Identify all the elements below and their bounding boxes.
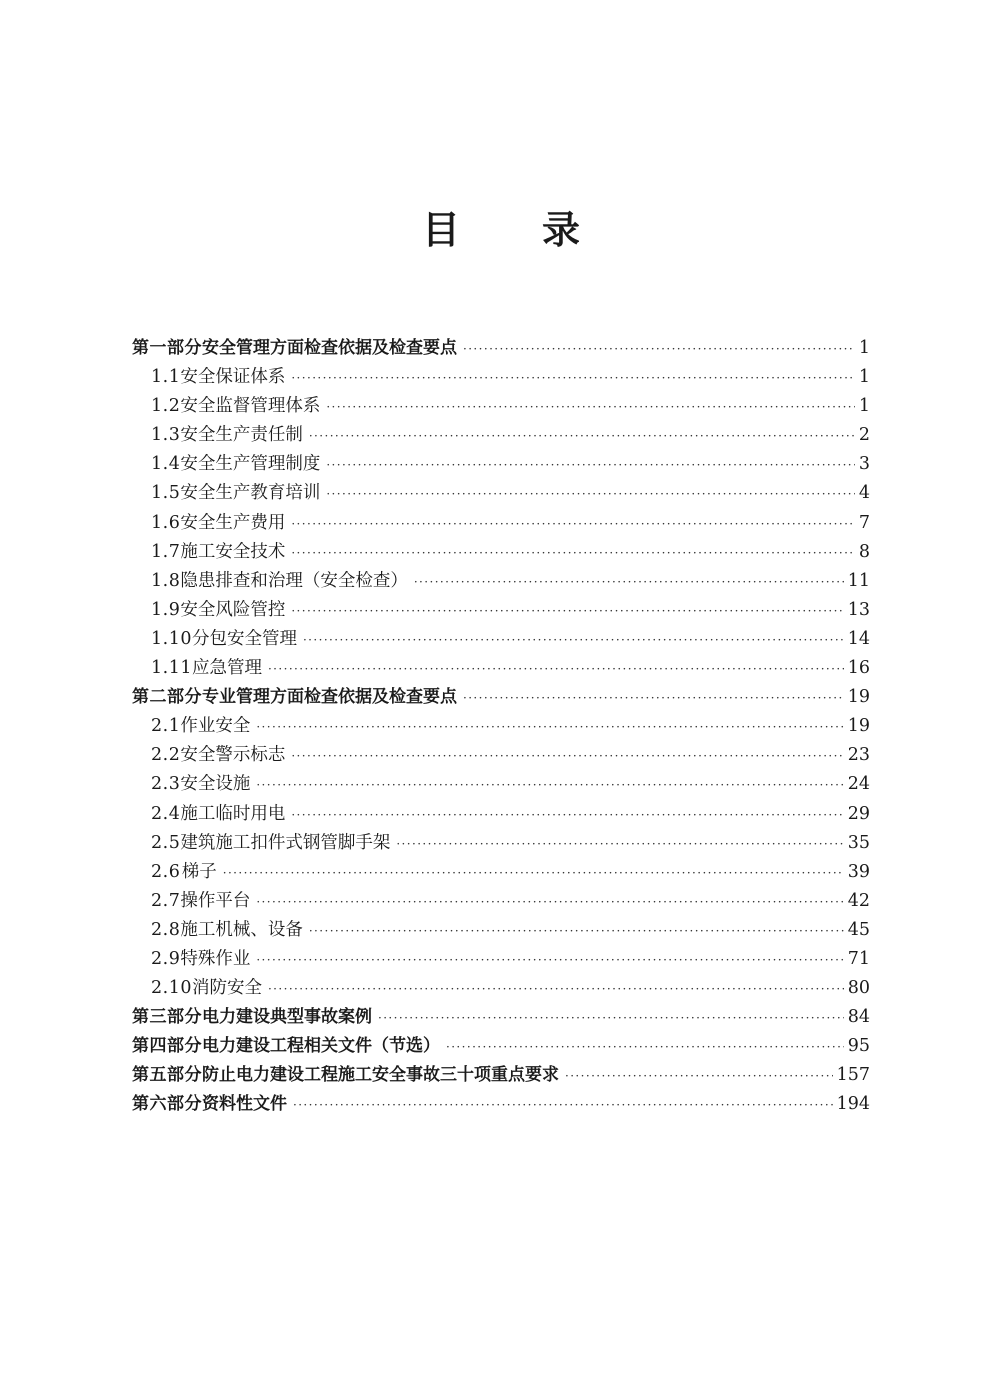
toc-part-entry[interactable] (132, 1090, 870, 1119)
toc-page-number: 95 (847, 1036, 870, 1057)
toc-dot-leader (256, 713, 843, 742)
toc-section-entry[interactable] (132, 770, 870, 799)
toc-section-entry[interactable] (132, 887, 870, 916)
toc-dot-leader (378, 1004, 844, 1033)
toc-entry-number: 1.7 (151, 541, 181, 562)
toc-entry-title: 安全警示标志 (180, 745, 286, 766)
toc-entry-number: 1.11 (151, 658, 192, 679)
toc-entry-number: 1.9 (151, 599, 181, 620)
toc-section-entry[interactable] (132, 741, 870, 770)
toc-entry-title: 建筑施工扣件式钢管脚手架 (180, 832, 391, 853)
toc-dot-leader (326, 393, 855, 422)
toc-page-number: 1 (858, 338, 870, 358)
toc-entry-title: 应急管理 (191, 658, 262, 679)
toc-section-entry[interactable] (132, 858, 870, 887)
toc-dot-leader (326, 480, 855, 509)
toc-page-number: 4 (858, 483, 870, 504)
toc-dot-leader (293, 1091, 833, 1120)
toc-entry-number: 2.8 (151, 919, 181, 940)
toc-entry-title: 施工临时用电 (180, 803, 286, 824)
title-char-2: 录 (542, 208, 581, 252)
toc-page-number: 39 (847, 861, 870, 882)
toc-dot-leader (396, 830, 843, 859)
toc-section-entry[interactable] (132, 392, 870, 421)
toc-section-entry[interactable] (132, 974, 870, 1003)
toc-dot-leader (291, 597, 843, 626)
toc-section-entry[interactable] (132, 479, 870, 508)
toc-dot-leader (303, 626, 844, 655)
toc-entry-title: 特殊作业 (180, 948, 251, 969)
toc-page-number: 71 (847, 948, 870, 969)
toc-page-number: 1 (858, 367, 870, 388)
toc-entry-title: 作业安全 (180, 716, 251, 737)
toc-section-entry[interactable] (132, 421, 870, 450)
toc-entry-title: 安全生产教育培训 (180, 483, 321, 504)
toc-section-entry[interactable] (132, 509, 870, 538)
title-char-1: 目 (421, 208, 460, 252)
toc-dot-leader (256, 771, 843, 800)
toc-section-entry[interactable] (132, 596, 870, 625)
toc-dot-leader (414, 568, 844, 597)
toc-dot-leader (291, 742, 843, 771)
toc-page-number: 13 (847, 599, 870, 620)
toc-section-entry[interactable] (132, 916, 870, 945)
toc-dot-leader (256, 888, 843, 917)
toc-part-entry[interactable] (132, 683, 870, 712)
toc-section-entry[interactable] (132, 712, 870, 741)
toc-dot-leader (223, 859, 844, 888)
toc-entry-title: 安全生产管理制度 (180, 454, 321, 475)
toc-page-number: 24 (847, 774, 870, 795)
toc-entry-number: 1.10 (151, 628, 192, 649)
toc-page-number: 45 (847, 919, 870, 940)
toc-dot-leader (446, 1033, 844, 1062)
toc-entry-number: 1.3 (151, 425, 181, 446)
toc-entry-number: 2.9 (151, 948, 181, 969)
toc-page-number: 29 (847, 803, 870, 824)
toc-section-entry[interactable] (132, 829, 870, 858)
toc-entry-title: 电力建设典型事故案例 (202, 1007, 372, 1028)
toc-entry-title: 分包安全管理 (191, 628, 297, 649)
toc-entry-title: 安全管理方面检查依据及检查要点 (202, 338, 457, 358)
toc-page-number: 14 (847, 628, 870, 649)
toc-dot-leader (291, 510, 855, 539)
toc-part-entry[interactable] (132, 334, 870, 363)
toc-entry-number: 2.5 (151, 832, 181, 853)
toc-dot-leader (268, 975, 844, 1004)
toc-page-number: 19 (847, 687, 870, 708)
toc-part-entry[interactable] (132, 1032, 870, 1061)
toc-page-number: 157 (836, 1065, 870, 1086)
toc-entry-title: 梯子 (181, 861, 217, 882)
toc-entry-number: 第一部分 (132, 338, 202, 358)
toc-entry-number: 第三部分 (132, 1007, 202, 1028)
toc-entry-number: 第五部分 (132, 1065, 202, 1086)
toc-dot-leader (268, 655, 844, 684)
toc-dot-leader (291, 801, 843, 830)
toc-page-number: 194 (836, 1094, 870, 1115)
toc-entry-title: 消防安全 (191, 978, 262, 999)
toc-entry-title: 安全监督管理体系 (180, 396, 321, 417)
toc-part-entry[interactable] (132, 1003, 870, 1032)
toc-entry-number: 2.7 (151, 890, 181, 911)
toc-page-number: 23 (847, 745, 870, 766)
toc-section-entry[interactable] (132, 625, 870, 654)
toc-entry-title: 安全设施 (180, 774, 251, 795)
toc-entry-number: 2.2 (151, 745, 181, 766)
toc-entry-title: 隐患排查和治理（安全检查） (180, 570, 408, 591)
toc-section-entry[interactable] (132, 363, 870, 392)
toc-entry-title: 安全生产责任制 (180, 425, 303, 446)
toc-section-entry[interactable] (132, 654, 870, 683)
toc-page-number: 8 (858, 541, 870, 562)
toc-page-number: 42 (847, 890, 870, 911)
page-title (0, 205, 1002, 255)
toc-part-entry[interactable] (132, 1061, 870, 1090)
toc-section-entry[interactable] (132, 567, 870, 596)
toc-entry-number: 2.10 (151, 978, 192, 999)
toc-entry-number: 2.6 (151, 861, 181, 882)
toc-section-entry[interactable] (132, 538, 870, 567)
toc-entry-number: 2.4 (151, 803, 181, 824)
toc-entry-title: 安全保证体系 (180, 367, 286, 388)
toc-section-entry[interactable] (132, 800, 870, 829)
toc-entry-number: 2.3 (151, 774, 181, 795)
toc-page-number: 7 (858, 512, 870, 533)
toc-dot-leader (326, 451, 855, 480)
toc-page-number: 19 (847, 716, 870, 737)
toc-page-number: 1 (858, 396, 870, 417)
toc-entry-number: 1.2 (151, 396, 181, 417)
toc-entry-title: 电力建设工程相关文件（节选） (202, 1036, 440, 1057)
toc-entry-title: 安全生产费用 (180, 512, 286, 533)
toc-entry-number: 1.6 (151, 512, 181, 533)
toc-page-number: 11 (847, 570, 870, 591)
toc-page-number: 2 (858, 425, 870, 446)
toc-dot-leader (309, 422, 855, 451)
toc-page-number: 84 (847, 1007, 870, 1028)
toc-page-number: 80 (847, 978, 870, 999)
toc-dot-leader (565, 1062, 833, 1091)
toc-dot-leader (291, 539, 855, 568)
toc-entry-title: 防止电力建设工程施工安全事故三十项重点要求 (202, 1065, 559, 1086)
toc-section-entry[interactable] (132, 945, 870, 974)
toc-entry-title: 施工机械、设备 (180, 919, 303, 940)
toc-entry-title: 安全风险管控 (180, 599, 286, 620)
toc-entry-number: 1.8 (151, 570, 181, 591)
toc-dot-leader (309, 917, 844, 946)
toc-entry-number: 第二部分 (132, 687, 202, 708)
toc-dot-leader (463, 684, 844, 713)
toc-entry-number: 1.1 (151, 367, 181, 388)
toc-entry-title: 资料性文件 (202, 1094, 287, 1115)
toc-entry-number: 1.5 (151, 483, 181, 504)
toc-entry-number: 1.4 (151, 454, 181, 475)
table-of-contents (132, 334, 870, 1120)
toc-entry-number: 第四部分 (132, 1036, 202, 1057)
toc-entry-title: 施工安全技术 (180, 541, 286, 562)
toc-page-number: 3 (858, 454, 870, 475)
toc-entry-number: 第六部分 (132, 1094, 202, 1115)
toc-entry-title: 专业管理方面检查依据及检查要点 (202, 687, 457, 708)
toc-entry-number: 2.1 (151, 716, 181, 737)
toc-page-number: 35 (847, 832, 870, 853)
toc-dot-leader (291, 364, 855, 393)
toc-dot-leader (256, 946, 843, 975)
toc-page-number: 16 (847, 658, 870, 679)
toc-entry-title: 操作平台 (180, 890, 251, 911)
toc-section-entry[interactable] (132, 450, 870, 479)
toc-dot-leader (463, 335, 855, 364)
